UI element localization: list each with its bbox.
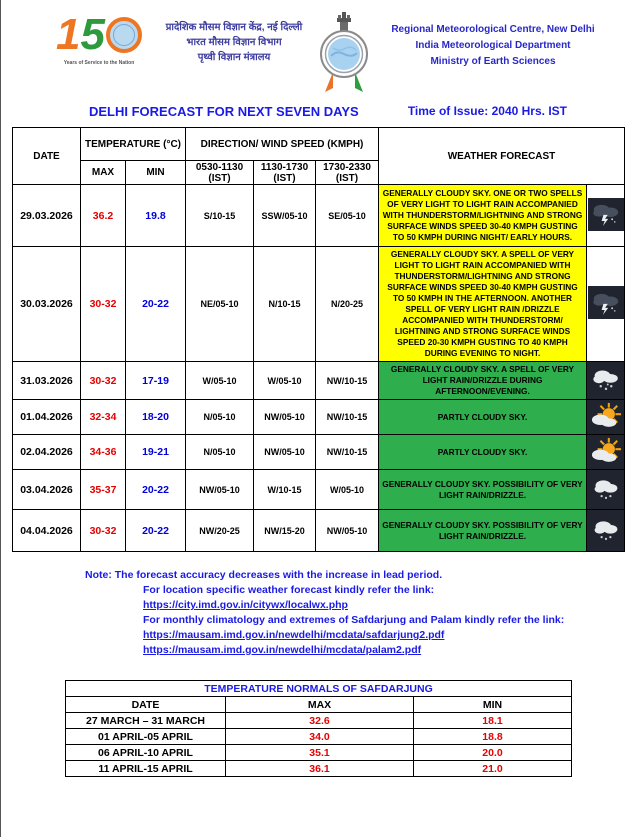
note-line: For location specific weather forecast kindly refer the link: [143,584,435,596]
wind-cell: NW/05-10 [316,510,379,552]
normals-table-title: TEMPERATURE NORMALS OF SAFDARJUNG [66,681,572,697]
normals-col-min: MIN [414,697,572,713]
palam-climatology-link[interactable]: https://mausam.imd.gov.in/newdelhi/mcdata/palam2.pdf [143,644,422,656]
forecast-text-cell: PARTLY CLOUDY SKY. [379,435,587,470]
imd-150-years-logo-icon [39,12,159,66]
date-cell: 29.03.2026 [13,185,81,247]
min-temp-cell: 19-21 [126,435,186,470]
wind-cell: SSW/05-10 [254,185,316,247]
wind-cell: N/05-10 [186,435,254,470]
normals-date: 01 APRIL-05 APRIL [66,729,226,745]
date-cell: 30.03.2026 [13,247,81,362]
safdarjung-climatology-link[interactable]: https://mausam.imd.gov.in/newdelhi/mcdata/safdarjung2.pdf [143,629,445,641]
date-cell: 02.04.2026 [13,435,81,470]
forecast-row [13,185,625,247]
note-section [85,568,635,658]
forecast-row [13,362,625,400]
wind-cell: S/10-15 [186,185,254,247]
sun-behind-cloud-icon [587,435,625,470]
forecast-row [13,247,625,362]
min-temp-cell: 17-19 [126,362,186,400]
forecast-text-cell: GENERALLY CLOUDY SKY. POSSIBILITY OF VERY LIGHT RAIN/DRIZZLE. [379,470,587,510]
org-eng-line3: Ministry of Earth Sciences [430,56,556,67]
wind-cell: N/05-10 [186,400,254,435]
wind-cell: W/05-10 [186,362,254,400]
logo-globe-icon [106,17,142,53]
normals-row [66,729,572,745]
min-temp-cell: 18-20 [126,400,186,435]
wind-cell: NW/15-20 [254,510,316,552]
wind-cell: SE/05-10 [316,185,379,247]
note-line: For monthly climatology and extremes of Safdarjung and Palam kindly refer the link: [143,614,565,626]
local-weather-link[interactable]: https://city.imd.gov.in/citywx/localwx.php [143,599,348,611]
rain-cloud-icon [587,362,625,400]
normals-col-date: DATE [66,697,226,713]
wind-cell: NW/05-10 [254,400,316,435]
page-title: DELHI FORECAST FOR NEXT SEVEN DAYS [89,104,359,119]
forecast-table [12,127,625,552]
logo-digit: 5 [80,10,105,59]
forecast-text-cell: GENERALLY CLOUDY SKY. POSSIBILITY OF VERY LIGHT RAIN/DRIZZLE. [379,510,587,552]
max-temp-cell: 35-37 [81,470,126,510]
date-cell: 01.04.2026 [13,400,81,435]
note-label: Note: [85,569,115,581]
col-header-date: DATE [13,128,81,185]
temperature-normals-table [65,680,572,777]
normals-row [66,761,572,777]
col-header-min: MIN [126,161,186,185]
col-header-max: MAX [81,161,126,185]
forecast-text-cell: GENERALLY CLOUDY SKY. ONE OR TWO SPELLS OF VERY LIGHT TO LIGHT RAIN ACCOMPANIED WITH THUNDERSTORM/LIGHTNING AND STRONG SURFACE WINDS SPEED 30-40 KMPH GUSTING TO 50 KMPH DURING NIGHT/ EARLY HOURS. [379,185,587,247]
min-temp-cell: 20-22 [126,247,186,362]
col-header-slot1: 0530-1130 (IST) [186,161,254,185]
forecast-row [13,510,625,552]
min-temp-cell: 20-22 [126,470,186,510]
min-temp-cell: 20-22 [126,510,186,552]
max-temp-cell: 36.2 [81,185,126,247]
normals-date: 06 APRIL-10 APRIL [66,745,226,761]
date-cell: 03.04.2026 [13,470,81,510]
org-hindi-line1: प्रादेशिक मौसम विज्ञान केंद्र, नई दिल्ली [165,22,303,33]
max-temp-cell: 30-32 [81,362,126,400]
logo-caption: Years of Service to the Nation [63,60,135,66]
col-header-slot2: 1130-1730 (IST) [254,161,316,185]
forecast-text-cell: PARTLY CLOUDY SKY. [379,400,587,435]
wind-cell: N/20-25 [316,247,379,362]
normals-min: 20.0 [414,745,572,761]
org-name-english [379,12,635,70]
normals-row [66,745,572,761]
col-header-wind: DIRECTION/ WIND SPEED (KMPH) [186,128,379,161]
normals-col-max: MAX [226,697,414,713]
col-header-weather-forecast: WEATHER FORECAST [379,128,625,185]
sun-behind-cloud-icon [587,400,625,435]
normals-min: 18.1 [414,713,572,729]
org-eng-line1: Regional Meteorological Centre, New Delhi [391,24,595,35]
col-header-temperature: TEMPERATURE (°C) [81,128,186,161]
wind-cell: NW/05-10 [254,435,316,470]
wind-cell: W/05-10 [316,470,379,510]
forecast-row [13,435,625,470]
max-temp-cell: 32-34 [81,400,126,435]
normals-row [66,713,572,729]
wind-cell: NW/10-15 [316,362,379,400]
drizzle-cloud-icon [587,510,625,552]
forecast-row [13,470,625,510]
normals-max: 32.6 [226,713,414,729]
masthead [1,0,635,96]
imd-emblem-icon [309,12,379,101]
forecast-text-cell: GENERALLY CLOUDY SKY. A SPELL OF VERY LIGHT TO LIGHT RAIN ACCOMPANIED WITH THUNDERSTORM/LIGHTNING AND STRONG SURFACE WINDS SPEED 30-40 KMPH GUSTING TO 50 KMPH IN THE AFTERNOON. ANOTHER SPELL OF VERY LIGHT RAIN /DRIZZLE ACCOMPANIED WITH THUNDERSTORM/ LIGHTNING AND STRONG SURFACE WINDS SPEED 20-30 KMPH GUSTING TO 40 KMPH DURING EVENING TO NIGHT. [379,247,587,362]
date-cell: 31.03.2026 [13,362,81,400]
wind-cell: W/05-10 [254,362,316,400]
wind-cell: W/10-15 [254,470,316,510]
wind-cell: NE/05-10 [186,247,254,362]
normals-date: 27 MARCH – 31 MARCH [66,713,226,729]
logo-digit: 1 [56,10,81,59]
min-temp-cell: 19.8 [126,185,186,247]
org-name-hindi [159,12,309,65]
max-temp-cell: 30-32 [81,247,126,362]
org-eng-line2: India Meteorological Department [415,40,571,51]
max-temp-cell: 34-36 [81,435,126,470]
normals-max: 34.0 [226,729,414,745]
thunderstorm-icon [588,286,624,319]
wind-cell: NW/10-15 [316,435,379,470]
note-text: The forecast accuracy decreases with the increase in lead period. [114,569,443,581]
forecast-row [13,400,625,435]
time-of-issue: Time of Issue: 2040 Hrs. IST [407,104,567,118]
normals-date: 11 APRIL-15 APRIL [66,761,226,777]
normals-max: 35.1 [226,745,414,761]
date-cell: 04.04.2026 [13,510,81,552]
normals-min: 18.8 [414,729,572,745]
col-header-slot3: 1730-2330 (IST) [316,161,379,185]
org-hindi-line2: भारत मौसम विज्ञान विभाग [186,37,282,48]
drizzle-cloud-icon [587,470,625,510]
thunderstorm-icon [588,198,624,231]
max-temp-cell: 30-32 [81,510,126,552]
normals-max: 36.1 [226,761,414,777]
org-hindi-line3: पृथ्वी विज्ञान मंत्रालय [197,52,271,63]
normals-min: 21.0 [414,761,572,777]
note-line [85,568,635,583]
forecast-text-cell: GENERALLY CLOUDY SKY. A SPELL OF VERY LIGHT RAIN/DRIZZLE DURING AFTERNOON/EVENING. [379,362,587,400]
wind-cell: NW/20-25 [186,510,254,552]
wind-cell: NW/10-15 [316,400,379,435]
wind-cell: N/10-15 [254,247,316,362]
wind-cell: NW/05-10 [186,470,254,510]
